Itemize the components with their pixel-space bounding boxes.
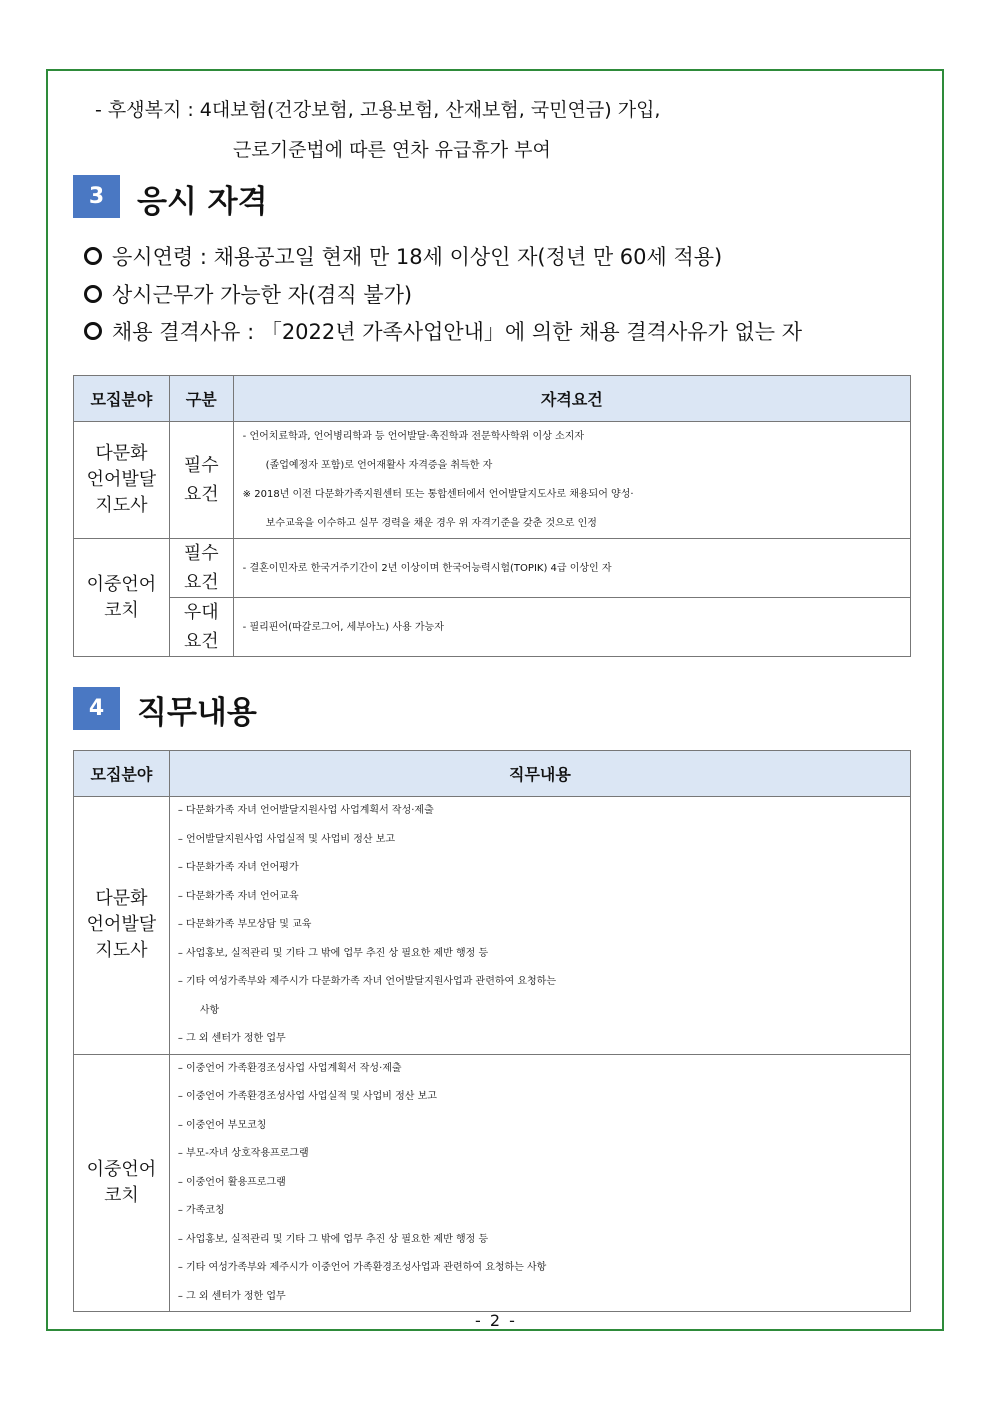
duty-item: – 기타 여성가족부와 제주시가 이중언어 가족환경조성사업과 관련하여 요청하는 사항 [177,1262,547,1273]
type-cell [169,539,233,598]
header-duties: 직무내용 [169,751,910,797]
duty-item: – 부모-자녀 상호작용프로그램 [177,1148,309,1159]
field-text: 지도사 [95,495,148,516]
duty-item: – 이중언어 부모코칭 [177,1119,267,1131]
requirement-cell [233,598,910,657]
table-header-row [74,376,911,422]
table-row [74,598,911,657]
field-cell [74,539,170,657]
qualification-item [84,316,802,346]
header-field: 모집분야 [74,376,170,422]
table-row [74,539,911,598]
requirement-text: - 언어치료학과, 언어병리학과 등 언어발달·촉진학과 전문학사학위 이상 소지자 [242,431,585,442]
field-text: 언어발달 [86,469,157,490]
field-text: 이중언어 [86,1158,157,1180]
field-cell [74,422,170,539]
qualification-item [84,241,722,271]
duty-item: – 사업홍보, 실적관리 및 기타 그 밖에 업무 추진 상 필요한 제반 행정 등 [177,1233,489,1245]
requirement-text: - 필리핀어(따갈로그어, 세부아노) 사용 가능자 [242,621,444,633]
duty-item: – 가족코칭 [177,1205,225,1216]
header-type: 구분 [169,376,233,422]
duty-item: 사항 [199,1004,220,1016]
circle-bullet-icon [84,285,102,303]
field-text: 지도사 [95,940,148,962]
type-text: 필수 [183,455,219,476]
section-4-number: 4 [73,687,120,730]
requirement-text: - 결혼이민자로 한국거주기간이 2년 이상이며 한국어능력시험(TOPIK) 4급 이상인 자 [242,562,612,574]
duty-item: – 이중언어 가족환경조성사업 사업실적 및 사업비 정산 보고 [177,1091,437,1102]
type-cell [169,422,233,539]
qualification-text: 상시근무가 가능한 자(겸직 불가) [112,283,413,307]
table-row [74,422,911,539]
duty-item: – 사업홍보, 실적관리 및 기타 그 밖에 업무 추진 상 필요한 제반 행정 등 [177,947,489,959]
welfare-line-2: 근로기준법에 따른 연차 유급휴가 부여 [233,139,551,161]
qualification-text: 응시연령 : 채용공고일 현재 만 18세 이상인 자(정년 만 60세 적용) [112,245,723,269]
type-text: 우대 [183,602,219,623]
table-header-row [74,751,911,797]
table-row [74,1054,911,1312]
type-text: 필수 [183,543,219,564]
duty-item: – 다문화가족 자녀 언어발달지원사업 사업계획서 작성·제출 [177,805,434,816]
requirement-note: 보수교육을 이수하고 실무 경력을 채운 경우 위 자격기준을 갖춘 것으로 인정 [265,518,597,529]
field-text: 언어발달 [86,914,157,936]
field-text: 이중언어 [86,573,157,595]
requirement-text: (졸업예정자 포함)로 언어재활사 자격증을 취득한 자 [265,460,493,471]
field-text: 다문화 [95,443,148,464]
duty-item: – 언어발달지원사업 사업실적 및 사업비 정산 보고 [177,833,396,845]
duty-item: – 다문화가족 자녀 언어평가 [177,862,299,873]
duty-item: – 그 외 센터가 정한 업무 [177,1290,286,1302]
type-text: 요건 [183,484,219,505]
duty-item: – 이중언어 활용프로그램 [177,1176,286,1188]
field-cell [74,1054,170,1312]
field-text: 다문화 [95,888,148,910]
duty-item: – 기타 여성가족부와 제주시가 다문화가족 자녀 언어발달지원사업과 관련하여 요청하는 [177,976,557,987]
duties-cell [169,797,910,1055]
duty-item: – 다문화가족 부모상담 및 교육 [177,919,312,930]
duty-item: – 그 외 센터가 정한 업무 [177,1033,286,1044]
duties-table [73,750,911,1312]
table-row [74,797,911,1055]
type-text: 요건 [183,631,219,652]
welfare-line-1: - 후생복지 : 4대보험(건강보험, 고용보험, 산재보험, 국민연금) 가입, [95,99,661,121]
type-text: 요건 [183,572,219,593]
page-number: - 2 - [475,1311,517,1330]
header-field: 모집분야 [74,751,170,797]
circle-bullet-icon [84,322,102,340]
header-requirements: 자격요건 [233,376,910,422]
type-cell [169,598,233,657]
qualification-table [73,375,911,657]
circle-bullet-icon [84,247,102,265]
field-text: 코치 [104,1184,139,1206]
duties-cell [169,1054,910,1312]
duty-item: – 이중언어 가족환경조성사업 사업계획서 작성·제출 [177,1062,402,1074]
section-4-title: 직무내용 [137,695,257,731]
field-cell [74,797,170,1055]
requirement-cell [233,422,910,539]
duty-item: – 다문화가족 자녀 언어교육 [177,890,299,902]
requirement-cell [233,539,910,598]
requirement-note: ※ 2018년 이전 다문화가족지원센터 또는 통합센터에서 언어발달지도사로 채용되어 양성· [242,489,634,500]
qualification-text: 채용 결격사유 : 「2022년 가족사업안내」에 의한 채용 결격사유가 없는 자 [112,320,803,344]
section-3-title: 응시 자격 [137,184,268,220]
qualification-item [84,279,412,309]
field-text: 코치 [104,599,139,621]
section-3-number: 3 [73,175,120,218]
